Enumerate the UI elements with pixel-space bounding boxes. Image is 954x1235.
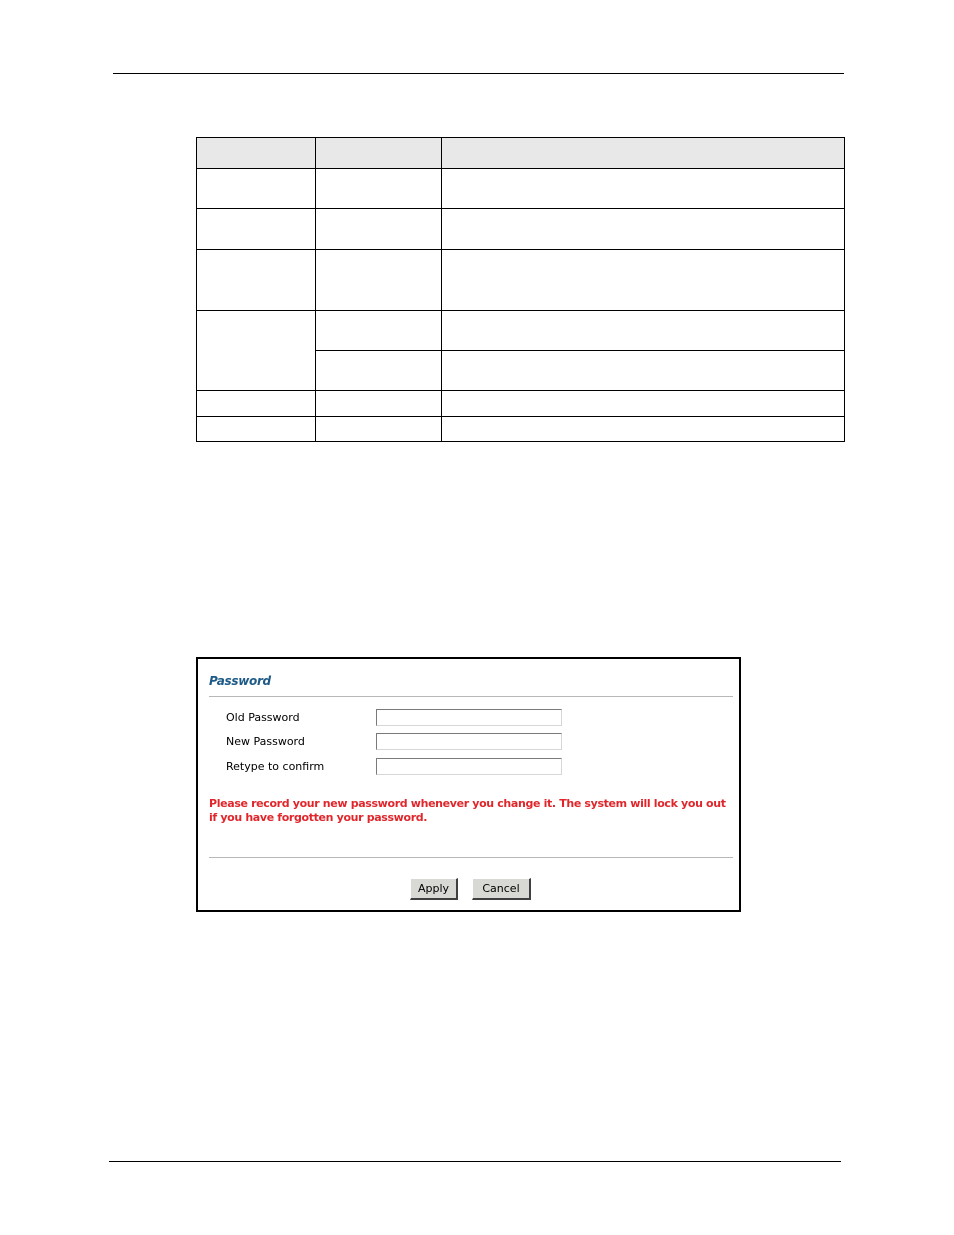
password-panel bbox=[196, 657, 741, 912]
old-password-row bbox=[226, 709, 726, 729]
title-divider bbox=[209, 696, 733, 698]
table-cell bbox=[316, 311, 442, 351]
table-header-cell bbox=[316, 138, 442, 169]
table-cell bbox=[316, 417, 442, 442]
table-header-row bbox=[197, 138, 845, 169]
table-row bbox=[197, 209, 845, 250]
footer-rule bbox=[109, 1161, 841, 1162]
table-cell bbox=[197, 391, 316, 417]
table-cell bbox=[316, 391, 442, 417]
table-cell bbox=[316, 169, 442, 209]
new-password-label: New Password bbox=[226, 735, 305, 748]
new-password-field[interactable] bbox=[376, 733, 562, 750]
table-cell bbox=[442, 250, 845, 311]
table-cell bbox=[442, 169, 845, 209]
table-header-cell bbox=[197, 138, 316, 169]
table-row bbox=[197, 391, 845, 417]
table-row bbox=[197, 169, 845, 209]
table-cell bbox=[197, 250, 316, 311]
table-header-cell bbox=[442, 138, 845, 169]
retype-password-row bbox=[226, 758, 726, 778]
header-rule bbox=[113, 73, 844, 74]
table-cell bbox=[442, 311, 845, 351]
table-cell bbox=[316, 351, 442, 391]
table-cell bbox=[197, 209, 316, 250]
password-warning: Please record your new password whenever you change it. The system will lock you out if you have forgotten your password. bbox=[209, 797, 726, 824]
table-cell bbox=[197, 311, 316, 391]
table-cell bbox=[442, 351, 845, 391]
table-cell bbox=[316, 250, 442, 311]
table-cell bbox=[442, 391, 845, 417]
button-divider bbox=[209, 857, 733, 859]
table-row bbox=[197, 311, 845, 351]
table-cell bbox=[316, 209, 442, 250]
table-row bbox=[197, 250, 845, 311]
old-password-label: Old Password bbox=[226, 711, 300, 724]
apply-button[interactable]: Apply bbox=[410, 878, 458, 900]
retype-password-label: Retype to confirm bbox=[226, 760, 325, 773]
table-cell bbox=[442, 417, 845, 442]
table-cell bbox=[197, 417, 316, 442]
table-row bbox=[197, 417, 845, 442]
retype-password-field[interactable] bbox=[376, 758, 562, 775]
table-cell bbox=[442, 209, 845, 250]
reference-table bbox=[196, 137, 845, 442]
table-cell bbox=[197, 169, 316, 209]
old-password-field[interactable] bbox=[376, 709, 562, 726]
panel-title: Password bbox=[209, 674, 271, 688]
cancel-button[interactable]: Cancel bbox=[472, 878, 531, 900]
new-password-row bbox=[226, 733, 726, 753]
